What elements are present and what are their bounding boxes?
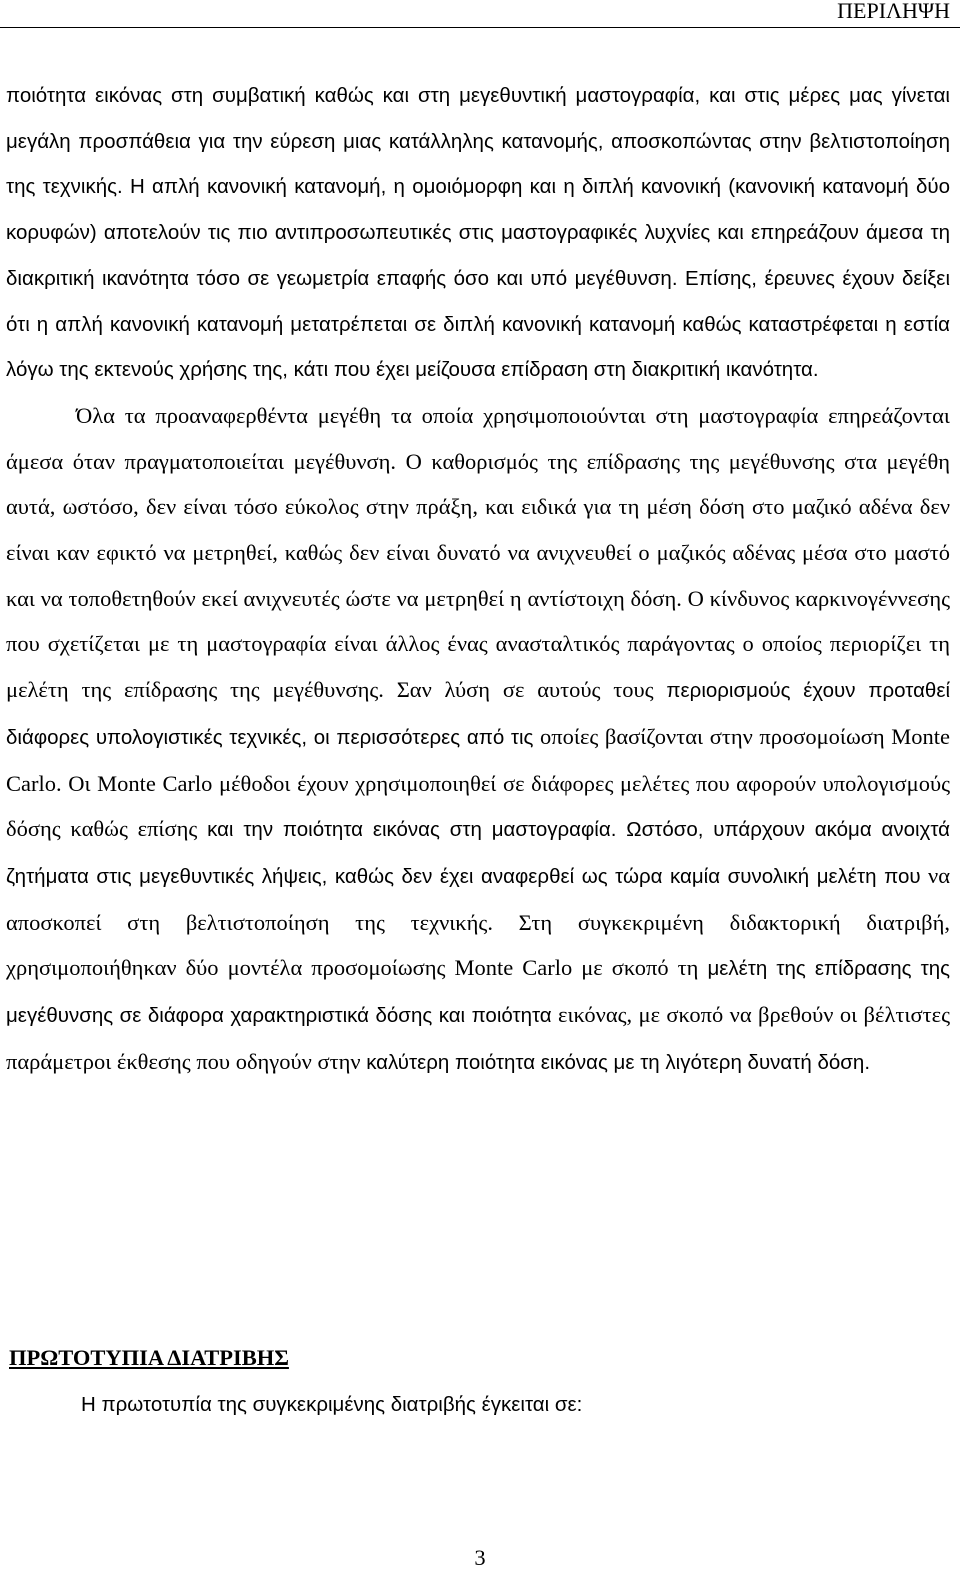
paragraph-2-part-g: εικόνας, με σκοπό να βρεθούν οι βέλτιστες παράμετροι έκθεσης που οδηγούν στην <box>6 1002 950 1074</box>
paragraph-2-part-e: να αποσκοπεί στη βελτιστοποίηση της τεχνικής. Στη συγκεκριμένη διδακτορική διατριβή, χρησιμοποιήθηκαν δύο μοντέλα προσομοίωσης Monte Carlo με σκοπό τη <box>6 862 951 981</box>
paragraph-1: ποιότητα εικόνας στη συμβατική καθώς και στη μεγεθυντική μαστογραφία, και στις μέρες μας γίνεται μεγάλη προσπάθεια για την εύρεση μιας κατάλληλης κατανομής, αποσκοπώντας στην βελτιστοποίηση της τεχνικής. Η απλή κανονική κατανομή, η ομοιόμορφη και η διπλή κανονική (κανονική κατανομή δύο κορυφών) αποτελούν τις πιο αντιπροσωπευτικές στις μαστογραφικές λυχνίες και επηρεάζουν άμεσα τη διακριτική ικανότητα τόσο σε γεωμετρία επαφής όσο και υπό μεγέθυνση. Επίσης, έρευνες έχουν δείξει ότι η απλή κανονική κατανομή μετατρέπεται σε διπλή κανονική κατανομή καθώς καταστρέφεται η εστία λόγω της εκτενούς χρήσης της, κάτι που έχει μείζουσα επίδραση στη διακριτική ικανότητα. <box>6 84 950 382</box>
page-number: 3 <box>474 1545 486 1570</box>
paragraph-2-part-f: μελέτη της επίδρασης της μεγέθυνσης σε διάφορα χαρακτηριστικά δόσης και ποιότητα <box>6 957 950 1028</box>
paragraph-2-part-h: καλύτερη ποιότητα εικόνας με τη λιγότερη δυνατή δόση. <box>366 1050 871 1074</box>
section-intro: Η πρωτοτυπία της συγκεκριμένης διατριβής έγκειται σε: <box>81 1393 583 1416</box>
section-heading: ΠΡΩΤΟΤΥΠΙΑ ΔΙΑΤΡΙΒΗΣ <box>9 1345 289 1370</box>
paragraph-2 <box>6 393 950 1086</box>
paragraph-2-part-b: περιορισμούς έχουν προταθεί διάφορες υπολογιστικές τεχνικές, οι περισσότερες από τις <box>6 679 951 749</box>
running-header-title: ΠΕΡΙΛΗΨΗ <box>837 0 950 23</box>
body-text <box>6 73 950 1085</box>
paragraph-2-part-d: και την ποιότητα εικόνας στη μαστογραφία. Ωστόσο, υπάρχουν ακόμα ανοιχτά ζητήματα στις μεγεθυντικές λήψεις, καθώς δεν έχει αναφερθεί ως τώρα καμία συνολική μελέτη που <box>6 818 951 888</box>
header-rule <box>0 0 960 28</box>
paragraph-2-part-a: Όλα τα προαναφερθέντα μεγέθη τα οποία χρησιμοποιούνται στη μαστογραφία επηρεάζονται άμεσα όταν πραγματοποιείται μεγέθυνση. Ο καθορισμός της επίδρασης της μεγέθυνσης στα μεγέθη αυτά, ωστόσο, δεν είναι τόσο εύκολος στην πράξη, και ειδικά για τη μέση δόση στο μαζικό αδένα δεν είναι καν εφικτό να μετρηθεί, καθώς δεν είναι δυνατό να ανιχνευθεί ο μαζικός αδένας μέσα στο μαστό και να τοποθετηθούν εκεί ανιχνευτές ώστε να μετρηθεί η αντίστοιχη δόση. Ο κίνδυνος καρκινογέννεσης που σχετίζεται με τη μαστογραφία είναι άλλος ένας ανασταλτικός παράγοντας ο οποίος περιορίζει τη μελέτη της επίδρασης της μεγέθυνσης. Σαν λύση σε αυτούς τους <box>6 402 950 703</box>
paragraph-2-part-c: οποίες βασίζονται στην προσομοίωση Monte Carlo. Οι Monte Carlo μέθοδοι έχουν χρησιμοποιηθεί σε διάφορες μελέτες που αφορούν υπολογισμούς δόσης καθώς επίσης <box>6 723 951 842</box>
